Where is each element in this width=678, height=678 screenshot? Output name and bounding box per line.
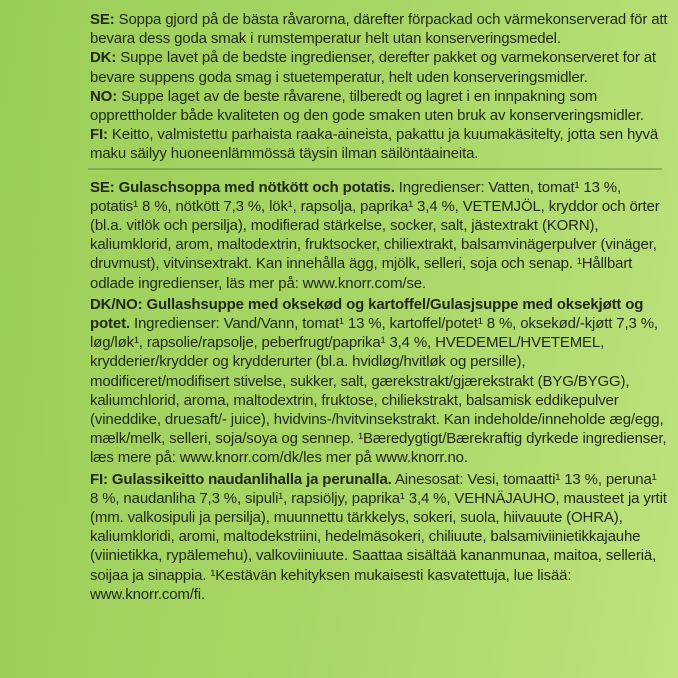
ingredients-dkno-body: Ingredienser: Vand/Vann, tomat¹ 13 %, kartoffel/potet¹ 8 %, oksekød/-kjøtt 7,3 %, løg/løk¹, rapsolie/rapsolje, peberfrugt/paprika¹ 3,4 %, HVEDEMEL/HVETEMEL, krydderier/krydder og krydderurter (bl.a. hvidløg/hvitløk og persille), modificeret/modifisert stivelse, sukker, salt, gærekstrakt/gjærekstrakt (BYG/BYGG), kaliumchlorid, aroma, maltodextrin, fruktose, chiliekstrakt, balsamisk eddikepulver (vineddike, druesaft/- juice), hvidvins-/hvitvinsekstrakt. Kan indeholde/inneholde æg/egg, mælk/melk, selleri, soja/soya og sennep. ¹Bæredygtigt/Bærekraftig dyrkede ingredienser, læs mere på: www.knorr.com/dk/les mer på www.knorr.no. — [90, 315, 667, 467]
ingredients-dkno — [90, 295, 668, 468]
intro-no — [90, 87, 668, 125]
intro-dk-code: DK: — [90, 49, 117, 67]
ingredients-se — [90, 178, 668, 293]
intro-fi-code: FI: — [90, 126, 108, 144]
intro-no-text: Suppe laget av de beste råvarene, tilberedt og lagret i en innpakning som opprettholder både kvaliteten og den gode smaken uten bruk av konserveringsmidler. — [90, 87, 644, 125]
ingredients-se-title: SE: Gulaschsoppa med nötkött och potatis. — [90, 178, 395, 196]
intro-se-text: Soppa gjord på de bästa råvarorna, därefter förpackad och värmekonserverad för att bevara dess goda smak i rumstemperatur helt utan konserveringsmedel. — [90, 11, 668, 48]
intro-se-code: SE: — [90, 11, 115, 28]
ingredients-dkno-title: DK/NO: Gullashsuppe med oksekød og kartoffel/Gulasjsuppe med oksekjøtt og potet. — [90, 295, 644, 333]
intro-no-code: NO: — [90, 87, 118, 105]
intro-se — [90, 10, 668, 48]
ingredients-fi-title: FI: Gulassikeitto naudanlihalla ja perunalla. — [90, 470, 392, 488]
section-divider — [88, 168, 662, 170]
intro-fi — [90, 125, 668, 163]
intro-dk — [90, 48, 668, 86]
intro-fi-text: Keitto, valmistettu parhaista raaka-aineista, pakattu ja kuumakäsitelty, jotta sen hyvä maku säilyy huoneenlämmössä täysin ilman säilöntäaineita. — [90, 126, 659, 163]
intro-section — [90, 10, 668, 164]
ingredients-se-body: Ingredienser: Vatten, tomat¹ 13 %, potatis¹ 8 %, nötkött 7,3 %, lök¹, rapsolja, paprika¹ 3,4 %, VETEMJÖL, kryddor och örter (bl.a. vitlök och persilja), modifierad stärkelse, socker, salt, jästextrakt (KORN), kaliumklorid, arom, maltodextrin, fruktsocker, chiliextrakt, balsamvinägerpulver (vinäger, druvmust), vitvinsextrakt. Kan innehålla ägg, mjölk, selleri, soja och senap. ¹Hållbart odlade ingredienser, läs mer på: www.knorr.com/se. — [90, 178, 660, 292]
ingredients-fi-body: Ainesosat: Vesi, tomaatti¹ 13 %, peruna¹ 8 %, naudanliha 7,3 %, sipuli¹, rapsiöljy, paprika¹ 3,4 %, VEHNÄJAUHO, mausteet ja yrtit (mm. valkosipuli ja persilja), muunnettu tärkkelys, sokeri, suola, hiivauute (OHRA), kaliumkloridi, aromi, maltodekstriini, hedelmäsokeri, chiliuute, balsamiviinietikkajauhe (viinietikka, rypälemehu), valkoviiniuute. Saattaa sisältää kananmunaa, maitoa, selleriä, soijaa ja sinappia. ¹Kestävän kehityksen mukaisesti kasvatettuja, lue lisää: www.knorr.com/fi. — [90, 470, 667, 603]
ingredients-fi — [90, 470, 668, 604]
intro-dk-text: Suppe lavet på de bedste ingredienser, derefter pakket og varmekonserveret for at bevare suppens goda smag i stuetemperatur, helt uden konserveringsmidler. — [90, 49, 656, 86]
